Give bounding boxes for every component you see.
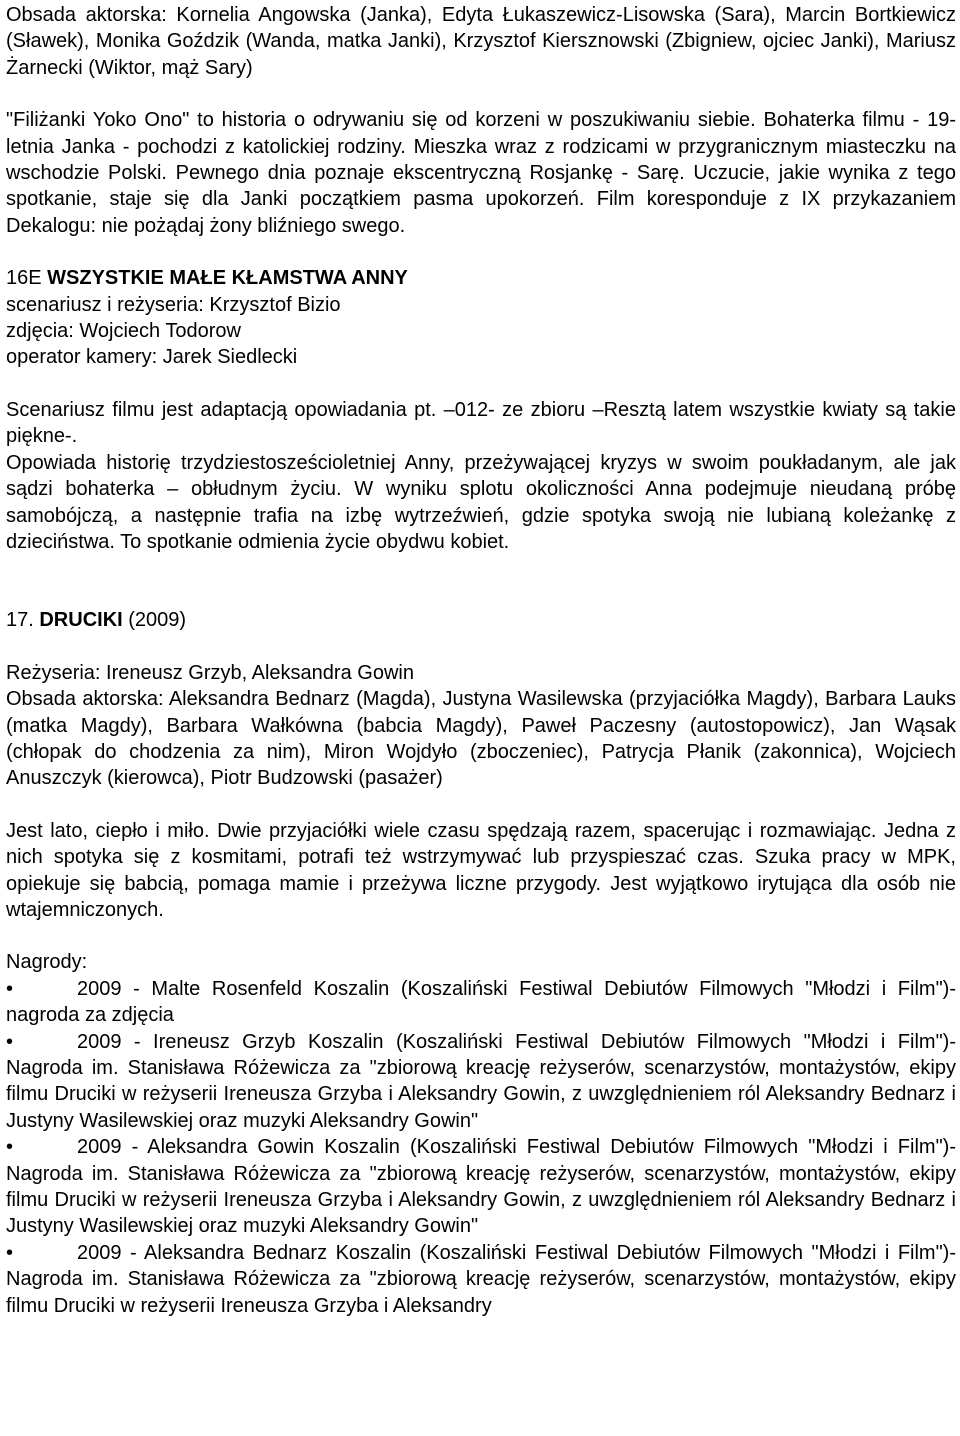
bullet-icon: • <box>6 1136 14 1159</box>
film16-credit-director: scenariusz i reżyseria: Krzysztof Bizio <box>6 293 341 316</box>
bullet-icon: • <box>6 977 14 1000</box>
award-item <box>6 1029 956 1135</box>
award-item <box>6 976 956 1029</box>
film16-credit-camera: operator kamery: Jarek Siedlecki <box>6 346 298 369</box>
film16-heading <box>6 265 956 291</box>
bullet-icon: • <box>6 1241 14 1264</box>
film17-number: 17. <box>6 609 40 632</box>
film17-cast: Obsada aktorska: Aleksandra Bednarz (Magda), Justyna Wasilewska (przyjaciółka Magdy), Barbara Lauks (matka Magdy), Barbara Wałkówna (babcia Magdy), Paweł Paczesny (autostopowicz), Jan Wąsak (chłopak do chodzenia za nim), Miron Wojdyło (zboczeniec), Patrycja Płanik (zakonnica), Wojciech Anuszczyk (kierowca), Piotr Budzowski (pasażer) <box>6 688 956 790</box>
film16-number: 16E <box>6 267 48 290</box>
film17-year: (2009) <box>122 609 187 632</box>
film15-synopsis: "Filiżanki Yoko Ono" to historia o odrywaniu się od korzeni w poszukiwaniu siebie. Bohaterka filmu - 19-letnia Janka - pochodzi z katolickiej rodziny. Mieszka wraz z rodzicami w przygranicznym miasteczku na wschodzie Polski. Pewnego dnia poznaje ekscentryczną Rosjankę - Sarę. Uczucie, jakie wynika z tego spotkanie, staje się dla Janki początkiem pasma upokorzeń. Film koresponduje z IX przykazaniem Dekalogu: nie pożądaj żony bliźniego swego. <box>6 109 956 237</box>
awards-heading: Nagrody: <box>6 951 88 974</box>
award-text: 2009 - Ireneusz Grzyb Koszalin (Koszaliński Festiwal Debiutów Filmowych "Młodzi i Film")-Nagroda im. Stanisława Różewicza za "zbiorową kreację reżyserów, scenarzystów, montażystów, ekipy filmu Druciki w reżyserii Ireneusza Grzyba i Aleksandry Gowin, z uwzględnieniem ról Aleksandry Bednarz i Justyny Wasilewskiej oraz muzyki Aleksandry Gowin" <box>6 1030 956 1132</box>
film17-title: DRUCIKI <box>39 609 123 632</box>
award-text: 2009 - Malte Rosenfeld Koszalin (Koszaliński Festiwal Debiutów Filmowych "Młodzi i Film")-nagroda za zdjęcia <box>6 977 956 1027</box>
film16-synopsis: Opowiada historię trzydziestosześcioletniej Anny, przeżywającej kryzys w swoim poukładanym, ale jak sądzi bohaterka – obłudnym życiu. W wyniku splotu okoliczności Anna podejmuje nieudaną próbę samobójczą, a następnie trafia na izbę wytrzeźwień, gdzie spotyka swoją nie lubianą koleżankę z dzieciństwa. To spotkanie odmienia życie obydwu kobiet. <box>6 451 956 553</box>
award-item <box>6 1134 956 1240</box>
film16-title: WSZYSTKIE MAŁE KŁAMSTWA ANNY <box>47 267 408 290</box>
film15-cast: Obsada aktorska: Kornelia Angowska (Janka), Edyta Łukaszewicz-Lisowska (Sara), Marcin Bortkiewicz (Sławek), Monika Goździk (Wanda, matka Janki), Krzysztof Kiersznowski (Zbigniew, ojciec Janki), Mariusz Żarnecki (Wiktor, mąż Sary) <box>6 4 956 79</box>
film16-adaptation-note: Scenariusz filmu jest adaptacją opowiadania pt. –012- ze zbioru –Resztą latem wszystkie kwiaty są takie piękne-. <box>6 398 956 448</box>
film17-heading <box>6 607 956 633</box>
film16-credit-photo: zdjęcia: Wojciech Todorow <box>6 320 241 343</box>
award-item <box>6 1240 956 1319</box>
award-text: 2009 - Aleksandra Gowin Koszalin (Koszaliński Festiwal Debiutów Filmowych "Młodzi i Film")-Nagroda im. Stanisława Różewicza za "zbiorową kreację reżyserów, scenarzystów, montażystów, ekipy filmu Druciki w reżyserii Ireneusza Grzyba i Aleksandry Gowin, z uwzględnieniem ról Aleksandry Bednarz i Justyny Wasilewskiej oraz muzyki Aleksandry Gowin" <box>6 1136 956 1238</box>
film17-synopsis: Jest lato, ciepło i miło. Dwie przyjaciółki wiele czasu spędzają razem, spacerując i rozmawiając. Jedna z nich spotyka się z kosmitami, potrafi też wstrzymywać lub przyspieszać czas. Szuka pracy w MPK, opiekuje się babcią, pomaga mamie i przeżywa liczne przygody. Jest wyjątkowo irytująca dla osób nie wtajemniczonych. <box>6 819 956 921</box>
award-text: 2009 - Aleksandra Bednarz Koszalin (Koszaliński Festiwal Debiutów Filmowych "Młodzi i Film")-Nagroda im. Stanisława Różewicza za "zbiorową kreację reżyserów, scenarzystów, montażystów, ekipy filmu Druciki w reżyserii Ireneusza Grzyba i Aleksandry <box>6 1241 956 1317</box>
bullet-icon: • <box>6 1030 14 1053</box>
film17-directors: Reżyseria: Ireneusz Grzyb, Aleksandra Gowin <box>6 661 414 684</box>
